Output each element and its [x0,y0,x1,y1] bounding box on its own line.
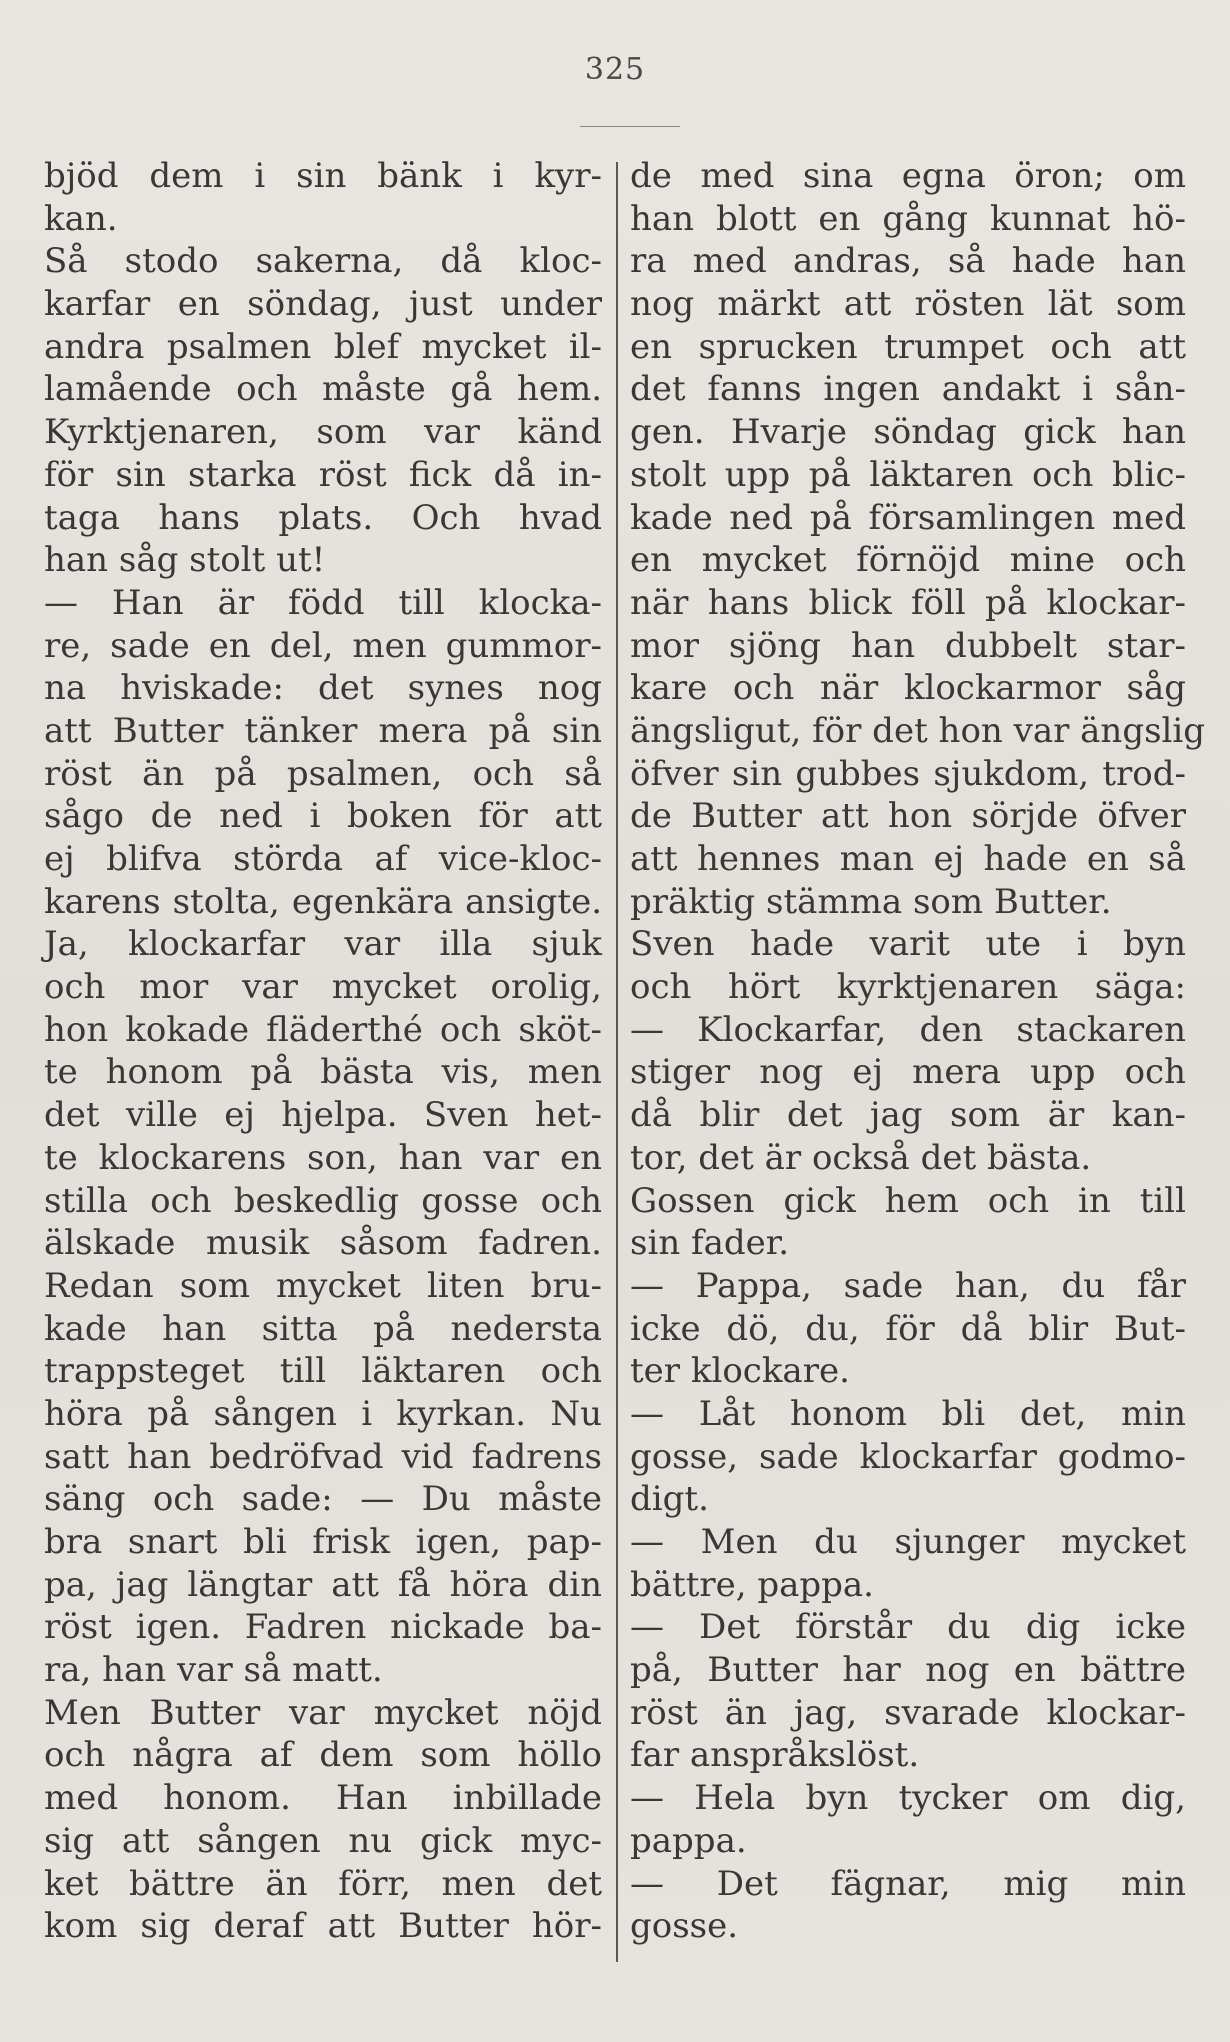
text-line: han blott en gång kunnat hö- [630,198,1186,239]
text-line: bjöd dem i sin bänk i kyr- [44,156,602,196]
text-line: på, Butter har nog en bättre [630,1650,1186,1691]
text-line: nog märkt att rösten lät som [630,284,1186,325]
text-line: andra psalmen blef mycket il- [44,326,602,367]
text-line: te honom på bästa vis, men [44,1052,602,1093]
text-line: tor, det är också det bästa. [630,1137,1092,1178]
text-line: för sin starka röst fick då in- [44,454,602,495]
text-line: Gossen gick hem och in till [630,1180,1186,1221]
text-line: de med sina egna öron; om [630,156,1186,196]
text-line: kan. [44,198,118,239]
text-line: — Det förstår du dig icke [630,1607,1186,1648]
text-line: det fanns ingen andakt i sån- [630,369,1186,410]
text-line: Så stodo sakerna, då kloc- [44,241,602,282]
text-line: stilla och beskedlig gosse och [44,1180,602,1221]
text-line: präktig stämma som Butter. [630,881,1112,922]
text-line: med honom. Han inbillade [44,1778,602,1819]
text-line: när hans blick föll på klockar- [630,582,1186,623]
text-line: mor sjöng han dubbelt star- [630,625,1186,666]
text-line: och hört kyrktjenaren säga: [630,967,1186,1008]
text-line: bra snart bli frisk igen, pap- [44,1522,602,1562]
text-line: sågo de ned i boken för att [44,796,602,837]
header-rule [580,126,680,127]
text-line: det ville ej hjelpa. Sven het- [44,1095,602,1136]
text-line: de Butter att hon sörjde öfver [630,796,1186,837]
left-text-column [44,155,602,1948]
text-line: lamående och måste gå hem. [44,369,602,410]
text-line: trappsteget till läktaren och [44,1351,602,1392]
text-line: — Det fägnar, mig min [630,1863,1186,1904]
text-line: karfar en söndag, just under [44,284,602,325]
text-line: ej blifva störda af vice-kloc- [44,839,602,879]
text-line: pa, jag längtar att få höra din [44,1564,602,1605]
text-line: och mor var mycket orolig, [44,967,602,1008]
text-line: — Klockarfar, den stackaren [630,1009,1186,1050]
text-line: satt han bedröfvad vid fadrens [44,1436,602,1477]
text-line: ket bättre än förr, men det [44,1863,602,1904]
text-line: pappa. [630,1820,747,1861]
text-line: re, sade en del, men gummor- [44,625,602,666]
text-line: öfver sin gubbes sjukdom, trod- [630,753,1186,794]
text-line: far anspråkslöst. [630,1735,920,1776]
text-line: säng och sade: — Du måste [44,1479,602,1520]
text-line: kade han sitta på nedersta [44,1308,602,1349]
column-divider [616,162,618,1962]
text-line: Men Butter var mycket nöjd [44,1692,602,1733]
text-line: röst igen. Fadren nickade ba- [44,1607,602,1648]
text-line: att Butter tänker mera på sin [44,710,602,751]
text-line: hon kokade fläderthé och sköt- [44,1009,602,1050]
text-line: — Låt honom bli det, min [630,1393,1186,1434]
text-line: ra, han var så matt. [44,1650,383,1691]
text-line: — Hela byn tycker om dig, [630,1778,1186,1819]
text-line: — Han är född till klocka- [44,582,602,623]
text-line: han såg stolt ut! [44,540,326,581]
text-line: ra med andras, så hade han [630,241,1186,282]
text-line: sig att sången nu gick myc- [44,1820,602,1861]
text-line: kare och när klockarmor såg [630,668,1186,709]
text-line: sin fader. [630,1223,790,1264]
text-line: Kyrktjenaren, som var känd [44,412,602,453]
text-line: ter klockare. [630,1351,850,1392]
text-line: gosse. [630,1906,739,1947]
text-line: en sprucken trumpet och att [630,326,1186,367]
text-line: taga hans plats. Och hvad [44,497,602,538]
text-line: röst än jag, svarade klockar- [630,1692,1186,1733]
text-line: — Men du sjunger mycket [630,1522,1186,1562]
text-line: te klockarens son, han var en [44,1137,602,1178]
text-line: gosse, sade klockarfar godmo- [630,1436,1186,1477]
text-line: att hennes man ej hade en så [630,839,1186,879]
text-line: ängsligut, för det hon var ängslig [630,710,1206,751]
text-line: höra på sången i kyrkan. Nu [44,1393,602,1434]
text-line: och några af dem som höllo [44,1735,602,1776]
right-text-column [630,155,1206,1948]
text-line: röst än på psalmen, och så [44,753,602,794]
text-line: en mycket förnöjd mine och [630,540,1186,581]
text-line: Ja, klockarfar var illa sjuk [44,924,602,965]
text-line: digt. [630,1479,709,1520]
text-line: kade ned på församlingen med [630,497,1186,538]
text-line: — Pappa, sade han, du får [630,1265,1186,1306]
text-line: då blir det jag som är kan- [630,1095,1186,1136]
text-line: gen. Hvarje söndag gick han [630,412,1186,453]
text-line: karens stolta, egenkära ansigte. [44,881,602,922]
text-line: kom sig deraf att Butter hör- [44,1906,602,1947]
page-number: 325 [584,52,646,87]
text-line: na hviskade: det synes nog [44,668,602,709]
text-line: stiger nog ej mera upp och [630,1052,1186,1093]
text-line: älskade musik såsom fadren. [44,1223,602,1264]
text-line: Sven hade varit ute i byn [630,924,1186,965]
text-line: bättre, pappa. [630,1564,874,1605]
text-line: icke dö, du, för då blir But- [630,1308,1186,1349]
text-line: Redan som mycket liten bru- [44,1265,602,1306]
text-line: stolt upp på läktaren och blic- [630,454,1186,495]
